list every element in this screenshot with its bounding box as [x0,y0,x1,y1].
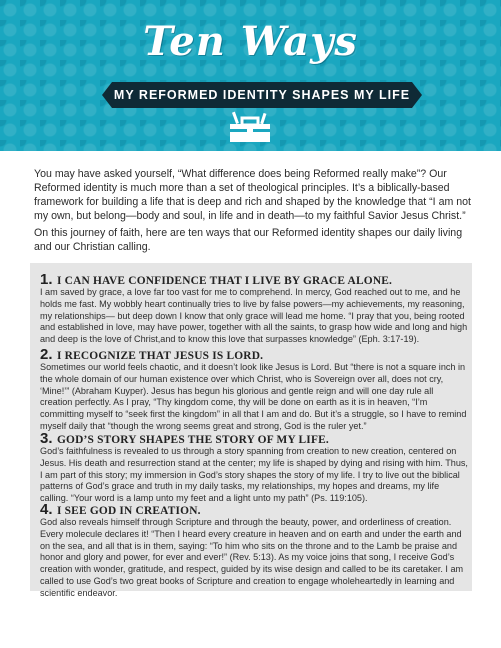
toolbox-icon [226,110,274,144]
intro-paragraph: On this journey of faith, here are ten ways that our Reformed identity shapes our daily living and our Christian calling. [34,227,463,253]
way-item [40,431,468,505]
header-banner [0,0,501,151]
subtitle-ribbon [112,82,412,108]
way-title: I SEE GOD IN CREATION. [56,505,201,517]
way-body: God’s faithfulness is revealed to us through a story spanning from creation to new creation, centered on Jesus. His death and resurrection stand at the center; my life is shaped by dying and rising with him. Thus, I am part of this story; my immersion in God’s story shapes the story of my life. I try to live out the biblical patterns of God’s grace and truth in my daily tasks, my relationships, my hopes and dreams, my life calling. “Your word is a lamp unto my feet and a light unto my path” (Ps. 119:105). [40,446,468,504]
banner-title: Ten Ways [143,18,358,65]
way-item [40,272,468,346]
way-number: 3. [40,430,53,447]
way-heading [40,272,468,287]
way-item [40,502,468,600]
way-heading [40,431,468,446]
way-body: God also reveals himself through Scripture and through the beauty, power, and orderliness of creation. Every molecule declares it! “Then I heard every creature in heaven and on earth and under the earth and on the sea, and all that is in them, saying: “To him who sits on the throne and to the Lamb be praise and honor and glory and power, for ever and ever!” (Rev. 5:13). As my voice joins that song, I receive God’s creation with wonder, gratitude, and respect, guided by its wise design and called to be its caretaker. I am called to use God’s two great books of Scripture and creation to engage wholeheartedly in learning and scientific endeavor. [40,517,464,598]
way-heading [40,502,468,517]
intro-paragraph: You may have asked yourself, “What difference does being Reformed really make”? Our Reformed identity is much more than a set of theological principles. It’s a biblically-based framework for building a life that is deep and rich and shaped by the knowledge that “I am not my own, but belong—body and soul, in life and in death—to my faithful Savior Jesus Christ.” [34,168,471,222]
way-title: I CAN HAVE CONFIDENCE THAT I LIVE BY GRACE ALONE. [56,275,393,287]
banner-subtitle: MY REFORMED IDENTITY SHAPES MY LIFE [113,88,411,102]
way-body: Sometimes our world feels chaotic, and it doesn’t look like Jesus is Lord. But “there is not a square inch in the whole domain of our human existence over which Christ, who is Sovereign over all, does not cry, ‘Mine!’” (Abraham Kuyper). Jesus has begun his glorious and gentle reign and will one day rule all creation perfectly. As I pray, “Thy kingdom come, thy will be done on earth as it is in heaven, “I’m committing myself to “seek first the kingdom” in all that I am and do. But it’s a struggle, so I have to remind myself daily that “though the wrong seems great and strong, God is the ruler yet.” [40,362,467,431]
way-heading [40,347,468,362]
way-title: GOD’S STORY SHAPES THE STORY OF MY LIFE. [56,434,329,446]
way-item [40,347,468,433]
way-number: 4. [40,501,53,518]
way-number: 1. [40,271,53,288]
way-body: I am saved by grace, a love far too vast for me to comprehend. In mercy, God reached out to me, and he holds me fast. My wobbly heart continually tries to live by false powers—my achievements, my reasoning, my relationships— but deep down I know that only grace will lead me home. “I pray that you, being rooted and established in love, may have power, together with all the saints, to grasp how wide and long and high and deep is the love of Christ,and to know this love that surpasses knowledge” (Eph. 3:17-19). [40,287,468,345]
way-title: I RECOGNIZE THAT JESUS IS LORD. [56,350,264,362]
way-number: 2. [40,346,53,363]
